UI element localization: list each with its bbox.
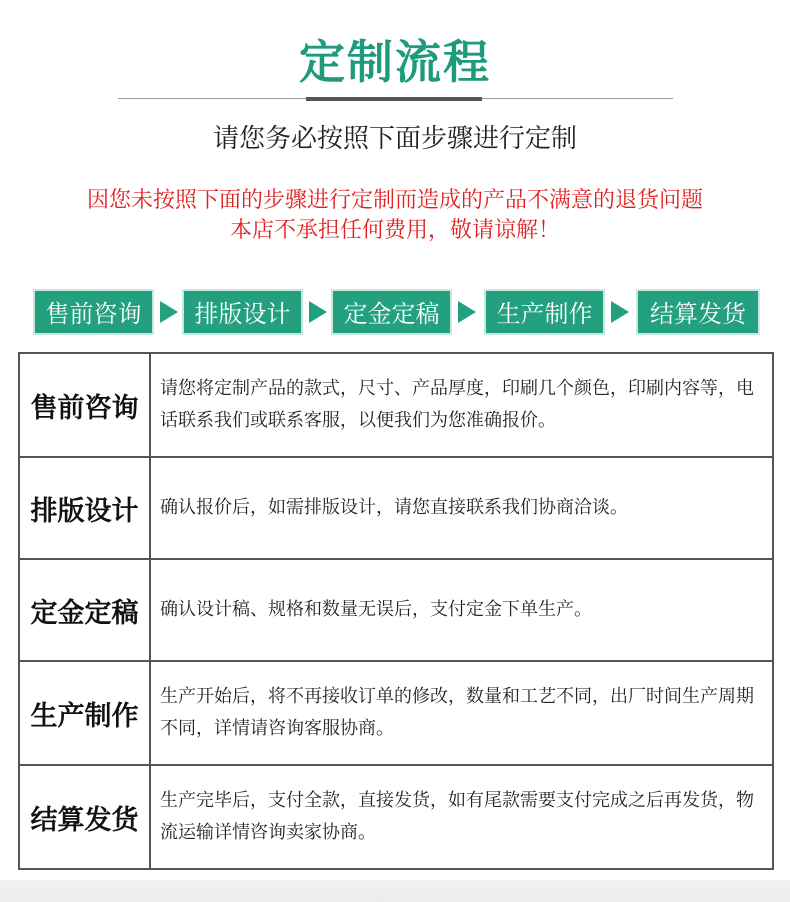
arrow-right-icon [458,301,476,323]
step-deposit: 定金定稿 [331,289,452,335]
row-description: 生产完毕后，支付全款，直接发货，如有尾款需要支付完成之后再发货，物流运输详情咨询卖家协商。 [160,790,754,843]
page-subtitle: 请您务必按照下面步骤进行定制 [212,124,577,154]
warning-line-2: 本店不承担任何费用，敬请谅解！ [229,218,560,243]
table-row [20,766,772,868]
warning-notice [0,186,790,246]
row-label: 售前咨询 [20,354,151,456]
row-description: 请您将定制产品的款式，尺寸、产品厚度，印刷几个颜色，印刷内容等，电话联系我们或联系客服，以便我们为您准确报价。 [160,378,754,431]
step-design: 排版设计 [182,289,303,335]
row-description: 生产开始后，将不再接收订单的修改，数量和工艺不同，出厂时间生产周期不同，详情请咨询客服协商。 [160,686,754,739]
arrow-right-icon [309,301,327,323]
table-row [20,354,772,458]
bottom-band [0,880,790,902]
table-row [20,560,772,662]
table-row [20,458,772,560]
process-steps [33,289,763,335]
step-production: 生产制作 [484,289,605,335]
row-label: 结算发货 [20,766,151,868]
step-settlement: 结算发货 [636,289,760,335]
step-consult: 售前咨询 [33,289,154,335]
arrow-right-icon [611,301,629,323]
page-title: 定制流程 [299,35,491,89]
process-table [18,352,774,870]
row-label: 排版设计 [20,458,151,558]
arrow-right-icon [160,301,178,323]
row-label: 生产制作 [20,662,151,764]
row-description: 确认报价后，如需排版设计，请您直接联系我们协商洽谈。 [160,497,628,518]
row-label: 定金定稿 [20,560,151,660]
warning-line-1: 因您未按照下面的步骤进行定制而造成的产品不满意的退货问题 [86,188,703,213]
row-description: 确认设计稿、规格和数量无误后，支付定金下单生产。 [160,599,592,620]
table-row [20,662,772,766]
title-divider-accent [306,97,482,101]
